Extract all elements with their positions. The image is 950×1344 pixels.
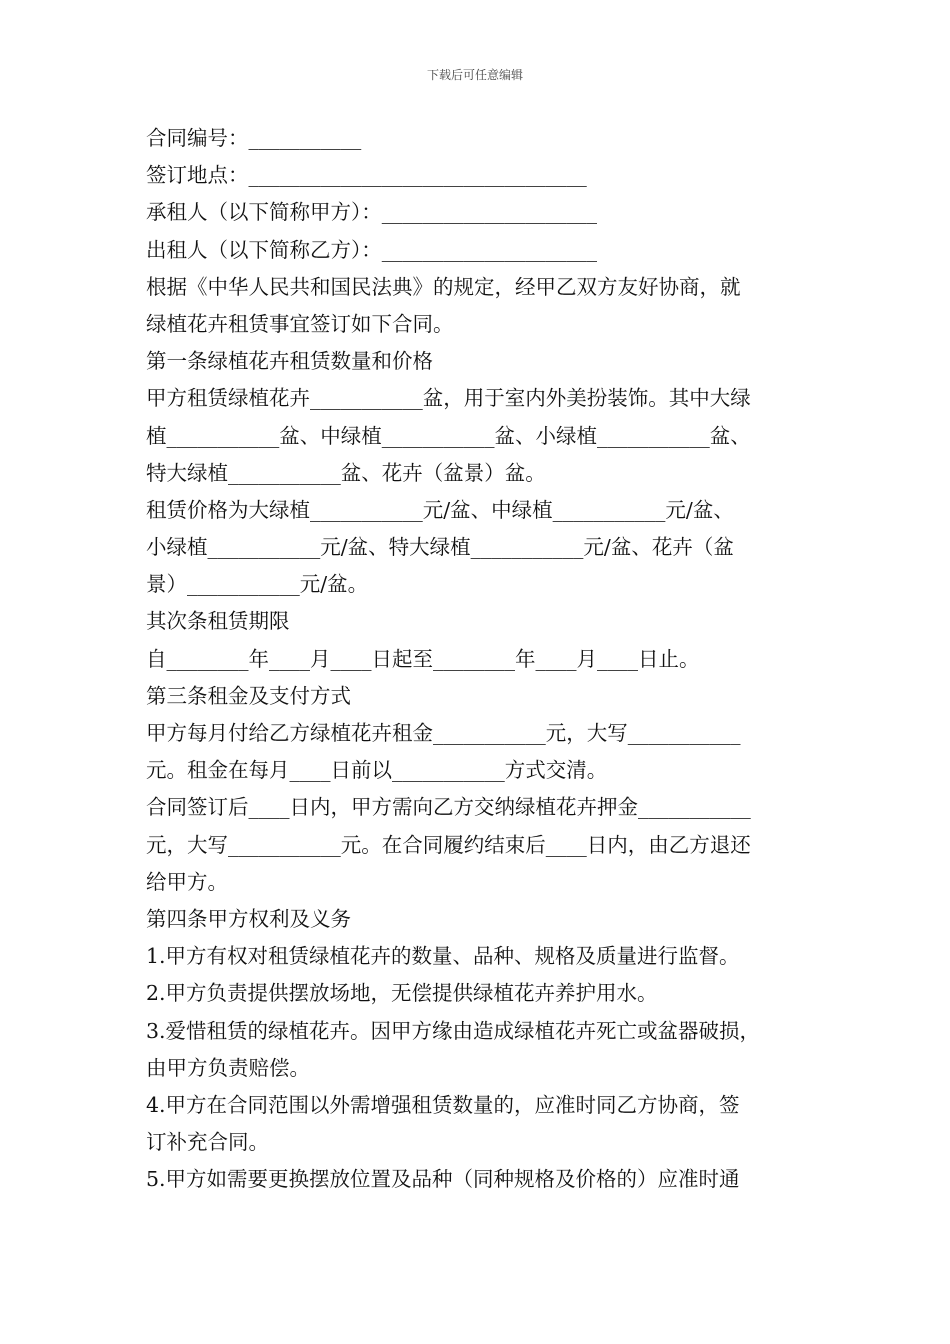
clause-3-line-2: 由甲方负责赔偿。 [146, 1055, 310, 1080]
clause-4-line-2: 订补充合同。 [146, 1130, 269, 1155]
rent-line-1: 甲方每月付给乙方绿植花卉租金___________元，大写___________ [146, 721, 741, 745]
rent-line-2: 元。租金在每月____日前以___________方式交清。 [146, 758, 608, 783]
price-line-1: 租赁价格为大绿植___________元/盆、中绿植___________元/盆、 [146, 497, 734, 522]
article-1-line-3: 特大绿植___________盆、花卉（盆景）盆。 [146, 460, 546, 485]
signing-place-line: 签订地点：_________________________________ [146, 163, 587, 188]
preamble-line-1: 根据《中华人民共和国民法典》的规定，经甲乙双方友好协商，就 [146, 274, 741, 299]
clause-2-line: 2.甲方负责提供摆放场地，无偿提供绿植花卉养护用水。 [146, 981, 658, 1006]
lessor-line: 出租人（以下简称乙方）：_____________________ [146, 237, 597, 262]
page-header: 下载后可任意编辑 [426, 68, 523, 82]
deposit-line-2: 元，大写___________元。在合同履约结束后____日内，由乙方退还 [146, 832, 751, 857]
deposit-line-3: 给甲方。 [146, 869, 228, 894]
clause-5-line-1: 5.甲方如需要更换摆放位置及品种（同种规格及价格的）应准时通 [146, 1167, 740, 1192]
article-1-line-2: 植___________盆、中绿植___________盆、小绿植___________盆、 [146, 423, 751, 448]
contract-body [146, 120, 812, 1198]
clause-3-line-1: 3.爱惜租赁的绿植花卉。因甲方缘由造成绿植花卉死亡或盆器破损， [146, 1018, 761, 1043]
lessee-line: 承租人（以下简称甲方）：_____________________ [146, 200, 597, 225]
clause-1-line: 1.甲方有权对租赁绿植花卉的数量、品种、规格及质量进行监督。 [146, 944, 740, 969]
contract-number-line: 合同编号：___________ [146, 126, 362, 150]
article-1-heading: 第一条绿植花卉租赁数量和价格 [146, 349, 433, 374]
article-2-heading: 其次条租赁期限 [146, 609, 290, 634]
deposit-line-1: 合同签订后____日内，甲方需向乙方交纳绿植花卉押金___________ [146, 795, 751, 820]
article-4-heading: 第四条甲方权利及义务 [146, 906, 351, 931]
price-line-2: 小绿植___________元/盆、特大绿植___________元/盆、花卉（盆 [146, 535, 734, 560]
price-line-3: 景）___________元/盆。 [146, 572, 369, 597]
article-3-heading: 第三条租金及支付方式 [146, 683, 351, 708]
article-1-line-1: 甲方租赁绿植花卉___________盆，用于室内外美扮装饰。其中大绿 [146, 386, 751, 411]
lease-term-line: 自________年____月____日起至________年____月____日止。 [146, 646, 700, 671]
clause-4-line-1: 4.甲方在合同范围以外需增强租赁数量的，应准时同乙方协商，签 [146, 1092, 740, 1117]
preamble-line-2: 绿植花卉租赁事宜签订如下合同。 [146, 311, 454, 336]
